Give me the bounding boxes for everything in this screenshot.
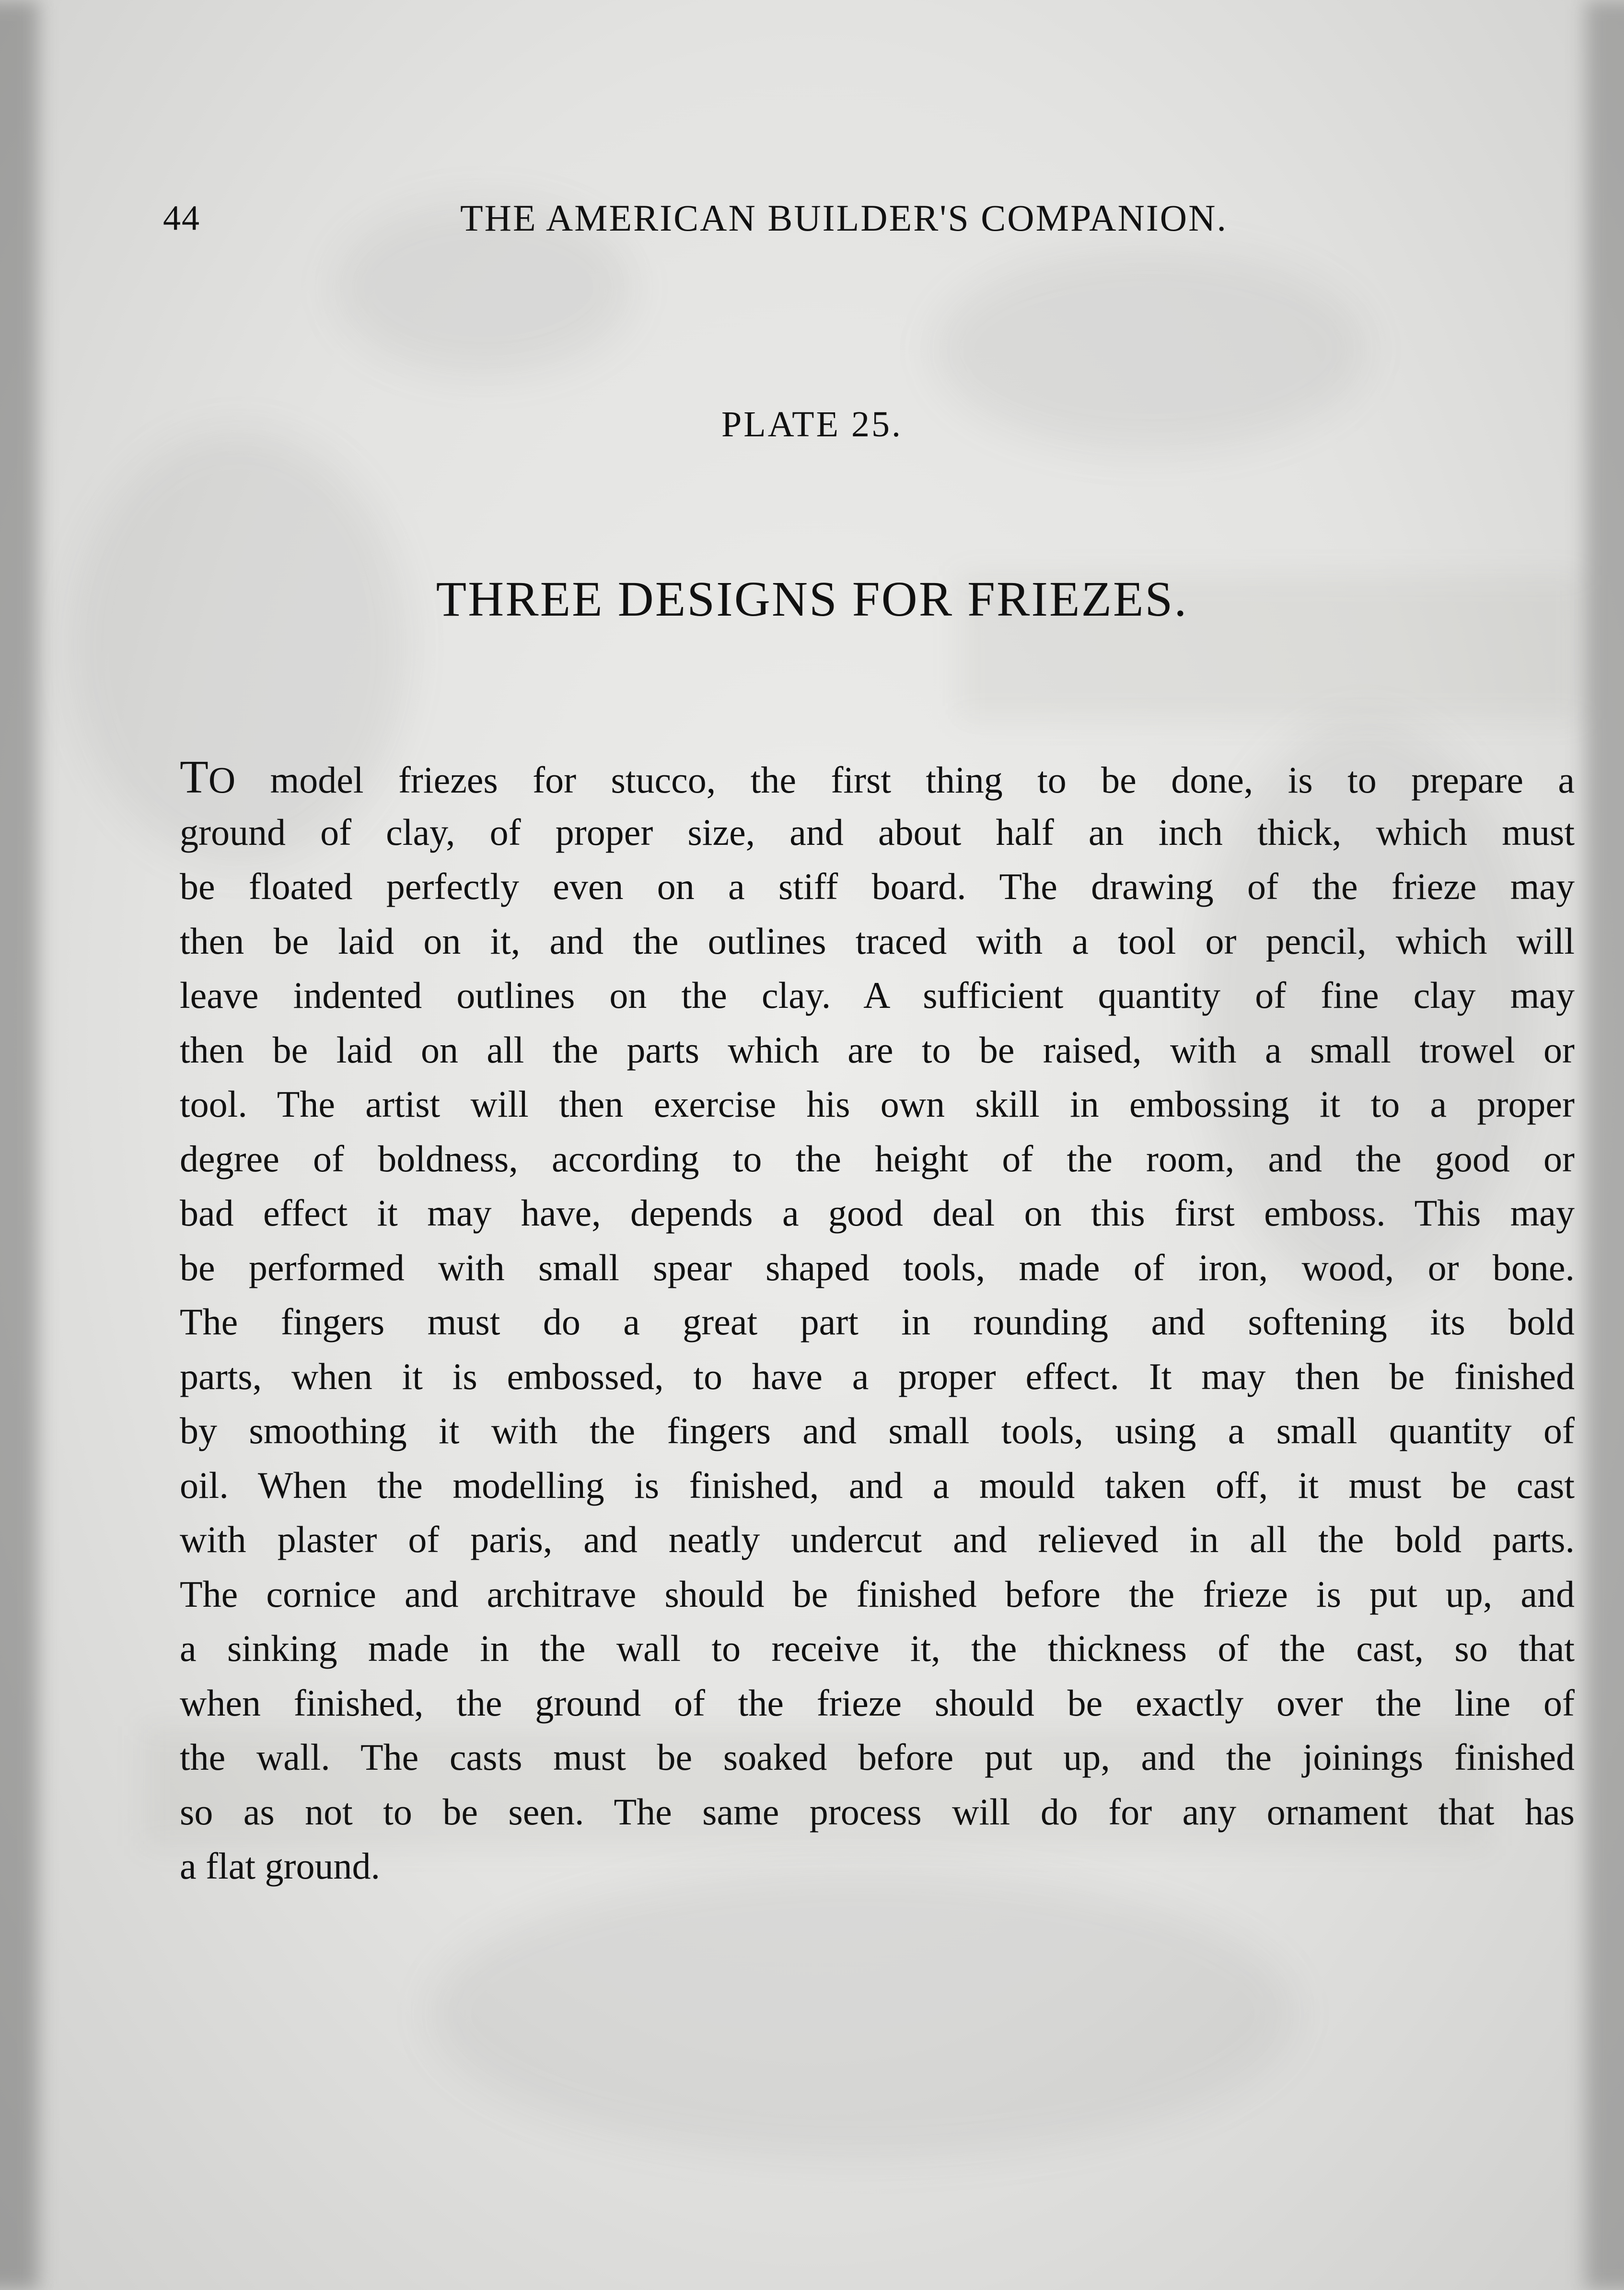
- body-line: the wall. The casts must be soaked before put up, and the joinings finished: [180, 1736, 1575, 1778]
- body-line: The cornice and architrave should be finished before the frieze is put up, and: [180, 1573, 1575, 1615]
- body-line: a flat ground.: [180, 1845, 381, 1887]
- body-line: when finished, the ground of the frieze should be exactly over the line of: [180, 1682, 1575, 1724]
- body-line: bad effect it may have, depends a good deal on this first emboss. This may: [180, 1192, 1575, 1234]
- body-line: by smoothing it with the fingers and small tools, using a small quantity of: [180, 1410, 1575, 1451]
- body-line: leave indented outlines on the clay. A sufficient quantity of fine clay may: [180, 974, 1575, 1016]
- show-through-blot: [431, 1870, 1294, 2158]
- body-line: then be laid on it, and the outlines traced with a tool or pencil, which will: [180, 920, 1575, 962]
- running-head: [163, 192, 1304, 245]
- body-line: [180, 750, 1575, 805]
- body-line: The fingers must do a great part in rounding and softening its bold: [180, 1301, 1575, 1343]
- page-number: 44: [163, 199, 200, 238]
- body-line: a sinking made in the wall to receive it, the thickness of the cast, so that: [180, 1627, 1575, 1669]
- left-edge-shadow: [0, 0, 38, 2290]
- drop-initial: T: [180, 751, 209, 803]
- body-line: ground of clay, of proper size, and about half an inch thick, which must: [180, 811, 1575, 853]
- body-line: oil. When the modelling is finished, and a mould taken off, it must be cast: [180, 1464, 1575, 1506]
- body-line: so as not to be seen. The same process will do for any ornament that has: [180, 1790, 1575, 1833]
- body-line: parts, when it is embossed, to have a proper effect. It may then be finished: [180, 1355, 1575, 1397]
- right-edge-shadow: [1586, 0, 1624, 2290]
- body-line: be floated perfectly even on a stiff board. The drawing of the frieze may: [180, 865, 1575, 907]
- plate-label: PLATE 25.: [721, 404, 903, 444]
- body-line: degree of boldness, according to the height of the room, and the good or: [180, 1137, 1575, 1180]
- section-title: THREE DESIGNS FOR FRIEZES.: [436, 572, 1188, 627]
- body-line-text: O model friezes for stucco, the first thing to be done, is to prepare a: [208, 759, 1575, 801]
- running-title: THE AMERICAN BUILDER'S COMPANION.: [460, 197, 1228, 239]
- body-text: [180, 750, 1575, 1893]
- body-line: then be laid on all the parts which are to be raised, with a small trowel or: [180, 1028, 1575, 1071]
- body-line: tool. The artist will then exercise his own skill in embossing it to a proper: [180, 1083, 1575, 1125]
- body-line: be performed with small spear shaped tools, made of iron, wood, or bone.: [180, 1246, 1575, 1288]
- body-line: with plaster of paris, and neatly undercut and relieved in all the bold parts.: [180, 1519, 1575, 1560]
